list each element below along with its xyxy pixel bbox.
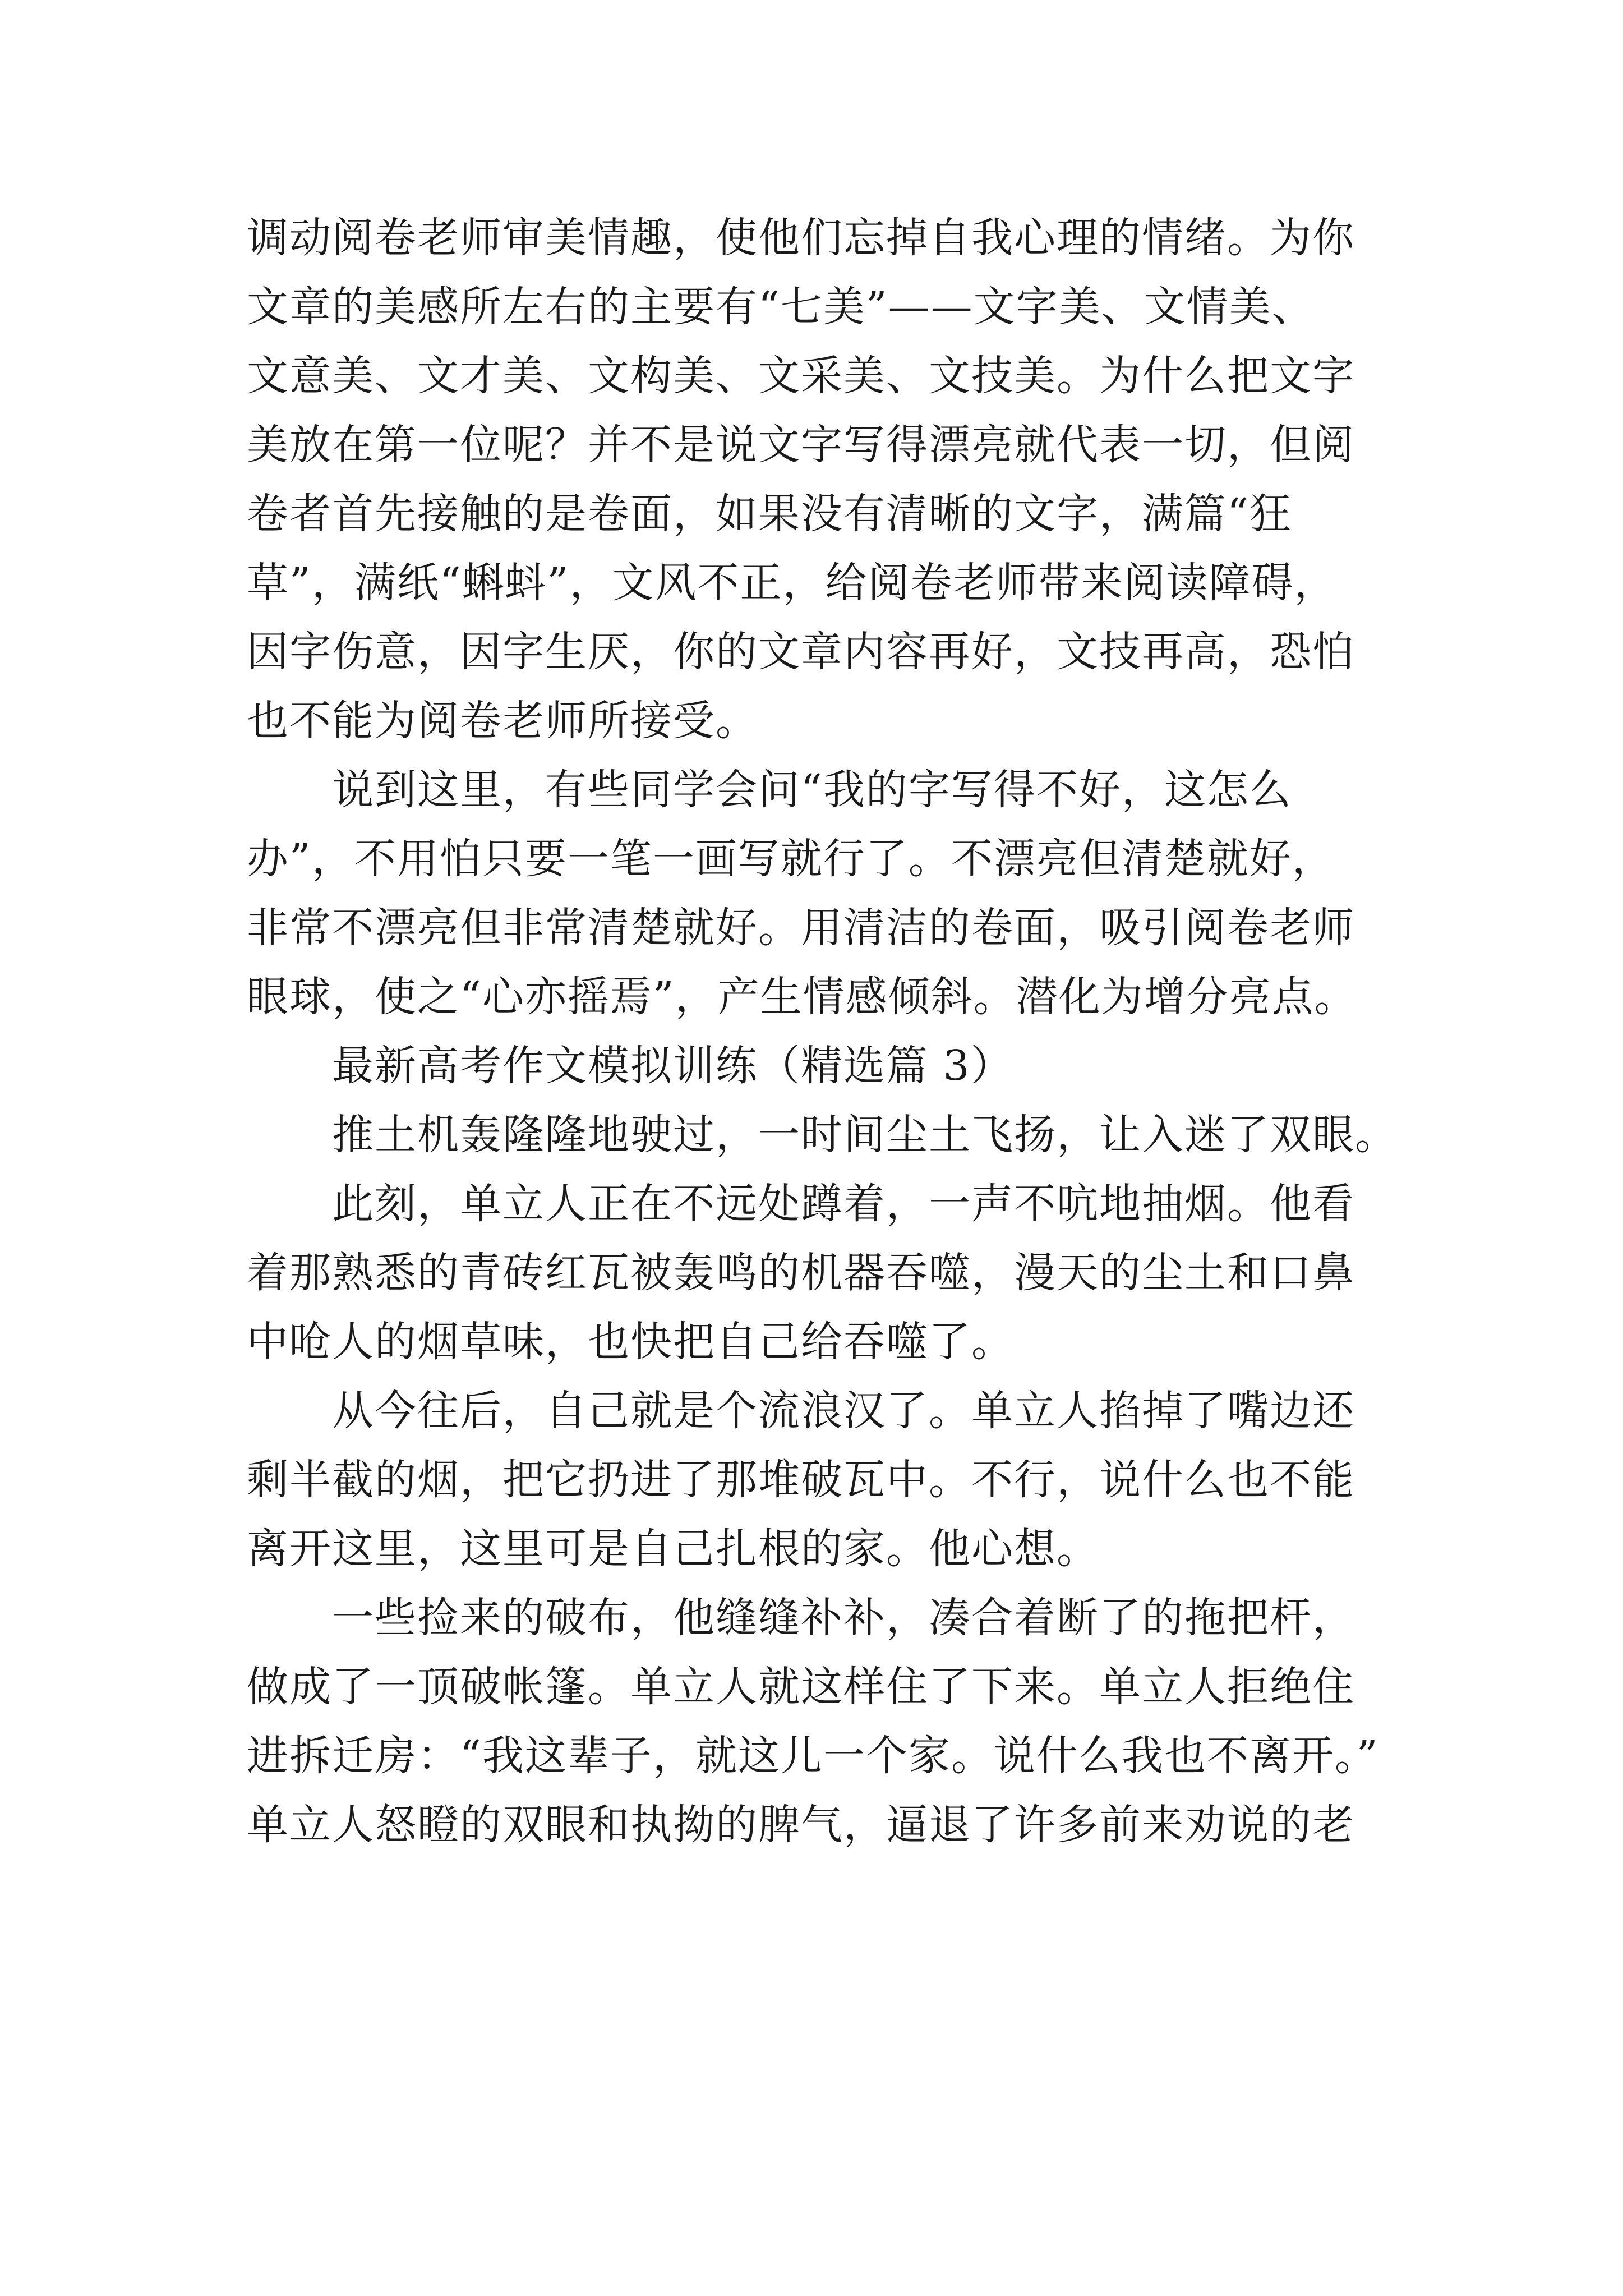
body-text-line: 草”，满纸“蝌蚪”，文风不正，给阅卷老师带来阅读障碍， bbox=[247, 559, 1337, 607]
body-text-line: 单立人怒瞪的双眼和执拗的脾气，逼退了许多前来劝说的老 bbox=[247, 1801, 1355, 1849]
body-text-line: 眼球，使之“心亦摇焉”，产生情感倾斜。潜化为增分亮点。 bbox=[247, 973, 1357, 1021]
section-heading: 最新高考作文模拟训练（精选篇 3） bbox=[332, 1042, 1013, 1090]
body-text-line: 剩半截的烟，把它扔进了那堆破瓦中。不行，说什么也不能 bbox=[247, 1456, 1355, 1504]
body-text-line: 非常不漂亮但非常清楚就好。用清洁的卷面，吸引阅卷老师 bbox=[247, 904, 1355, 952]
body-text-line: 中呛人的烟草味，也快把自己给吞噬了。 bbox=[247, 1318, 1014, 1366]
paragraph-first-line: 从今往后，自己就是个流浪汉了。单立人掐掉了嘴边还 bbox=[332, 1387, 1355, 1435]
body-text-line: 也不能为阅卷老师所接受。 bbox=[247, 697, 758, 745]
body-text-line: 进拆迁房：“我这辈子，就这儿一个家。说什么我也不离开。” bbox=[247, 1732, 1379, 1780]
body-text-line: 做成了一顶破帐篷。单立人就这样住了下来。单立人拒绝住 bbox=[247, 1663, 1355, 1711]
body-text-line: 离开这里，这里可是自己扎根的家。他心想。 bbox=[247, 1525, 1099, 1573]
paragraph-first-line: 推土机轰隆隆地驶过，一时间尘土飞扬，让入迷了双眼。 bbox=[332, 1111, 1398, 1159]
body-text-line: 卷者首先接触的是卷面，如果没有清晰的文字，满篇“狂 bbox=[247, 490, 1292, 538]
paragraph-first-line: 此刻，单立人正在不远处蹲着，一声不吭地抽烟。他看 bbox=[332, 1180, 1355, 1228]
body-text-line: 办”，不用怕只要一笔一画写就行了。不漂亮但清楚就好， bbox=[247, 835, 1335, 883]
body-text-line: 着那熟悉的青砖红瓦被轰鸣的机器吞噬，漫天的尘土和口鼻 bbox=[247, 1249, 1355, 1297]
paragraph-first-line: 说到这里，有些同学会问“我的字写得不好，这怎么 bbox=[332, 766, 1292, 814]
body-text-line: 文章的美感所左右的主要有“七美”——文字美、文情美、 bbox=[247, 283, 1315, 331]
paragraph-first-line: 一些捡来的破布，他缝缝补补，凑合着断了的拖把杆， bbox=[332, 1594, 1355, 1642]
body-text-line: 调动阅卷老师审美情趣，使他们忘掉自我心理的情绪。为你 bbox=[247, 214, 1355, 262]
body-text-line: 美放在第一位呢？并不是说文字写得漂亮就代表一切，但阅 bbox=[247, 421, 1355, 469]
body-text-line: 文意美、文才美、文构美、文采美、文技美。为什么把文字 bbox=[247, 352, 1355, 400]
body-text-line: 因字伤意，因字生厌，你的文章内容再好，文技再高，恐怕 bbox=[247, 628, 1355, 676]
